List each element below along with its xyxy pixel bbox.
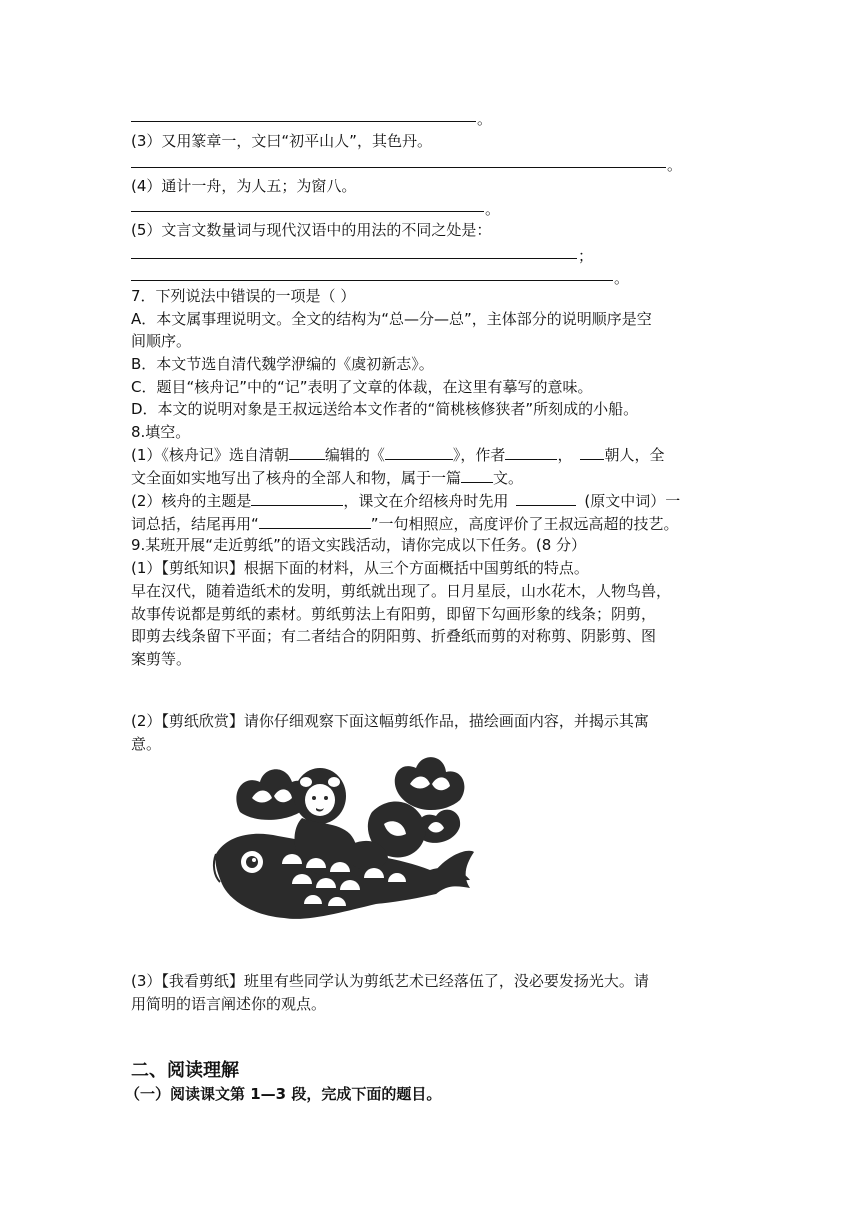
q7-option-a-cont: 间顺序。 <box>131 332 192 350</box>
fill-blank[interactable] <box>505 443 557 460</box>
q9-material-line: 案剪等。 <box>131 650 192 668</box>
q8-line-2: 文全面如实地写出了核舟的全部人和物，属于一篇 文。 <box>131 466 523 489</box>
answer-blank-line[interactable] <box>131 280 613 281</box>
answer-blank-line[interactable] <box>131 258 577 259</box>
fill-blank[interactable] <box>251 489 343 506</box>
section-heading: 二、阅读理解 <box>131 1060 239 1081</box>
fill-blank[interactable] <box>289 443 325 460</box>
q9-material-line: 故事传说都是剪纸的素材。剪纸剪法上有阳剪，即留下勾画形象的线条；阴剪， <box>131 605 657 623</box>
q6-item-3: (3）又用篆章一，文曰“初平山人”，其色丹。 <box>131 132 432 150</box>
answer-blank-line[interactable] <box>131 167 666 168</box>
fill-blank[interactable] <box>259 512 371 529</box>
end-mark: 。 <box>477 110 493 128</box>
q9-part-2: (2）【剪纸欣赏】请你仔细观察下面这幅剪纸作品，描绘画面内容，并揭示其寓 <box>131 712 649 730</box>
answer-blank-line[interactable] <box>131 121 476 122</box>
q8-line-4: 词总括，结尾再用“ ”一句相照应，高度评价了王叔远高超的技艺。 <box>131 512 679 535</box>
fill-blank[interactable] <box>516 489 576 506</box>
end-mark: 。 <box>614 269 630 287</box>
q7-option-d: D．本文的说明对象是王叔远送给本文作者的“简桃核修狭者”所刻成的小船。 <box>131 400 639 418</box>
q6-item-4: (4）通计一舟，为人五；为窗八。 <box>131 177 357 195</box>
fill-blank[interactable] <box>461 466 493 483</box>
section-subheading: （一）阅读课文第 1—3 段，完成下面的题目。 <box>125 1085 442 1103</box>
q8-line-3: (2）核舟的主题是 ，课文在介绍核舟时先用 (原文中词）一 <box>131 489 680 512</box>
q8-line-1: (1）《核舟记》选自清朝 编辑的《 》，作者 ， 朝人，全 <box>131 443 664 466</box>
fill-blank[interactable] <box>580 443 604 460</box>
q7-option-a: A．本文属事理说明文。全文的结构为“总—分—总”，主体部分的说明顺序是空 <box>131 310 652 328</box>
end-mark: 。 <box>485 200 501 218</box>
q6-item-5: (5）文言文数量词与现代汉语中的用法的不同之处是： <box>131 221 492 239</box>
fill-blank[interactable] <box>385 443 453 460</box>
answer-blank-line[interactable] <box>131 211 484 212</box>
q9-title: 9.某班开展“走近剪纸”的语文实践活动，请你完成以下任务。(8 分） <box>131 536 587 554</box>
q9-material-line: 早在汉代，随着造纸术的发明，剪纸就出现了。日月星辰，山水花木，人物鸟兽， <box>131 582 672 600</box>
q9-part-2-cont: 意。 <box>131 735 162 753</box>
q8-title: 8.填空。 <box>131 423 191 441</box>
q7-option-b: B．本文节选自清代魏学洢编的《虞初新志》。 <box>131 355 434 373</box>
q7-stem: 7．下列说法中错误的一项是（ ） <box>131 287 356 305</box>
q9-part-1: (1）【剪纸知识】根据下面的材料，从三个方面概括中国剪纸的特点。 <box>131 559 589 577</box>
q9-part-3: (3）【我看剪纸】班里有些同学认为剪纸艺术已经落伍了，没必要发扬光大。请 <box>131 972 649 990</box>
q9-part-3-cont: 用简明的语言阐述你的观点。 <box>131 995 327 1013</box>
q7-option-c: C．题目“核舟记”中的“记”表明了文章的体裁，在这里有摹写的意味。 <box>131 378 593 396</box>
papercut-child-carp-image <box>212 752 474 924</box>
end-mark: 。 <box>667 156 683 174</box>
q9-material-line: 即剪去线条留下平面；有二者结合的阴阳剪、折叠纸而剪的对称剪、阴影剪、图 <box>131 627 657 645</box>
semicolon: ； <box>578 247 594 265</box>
